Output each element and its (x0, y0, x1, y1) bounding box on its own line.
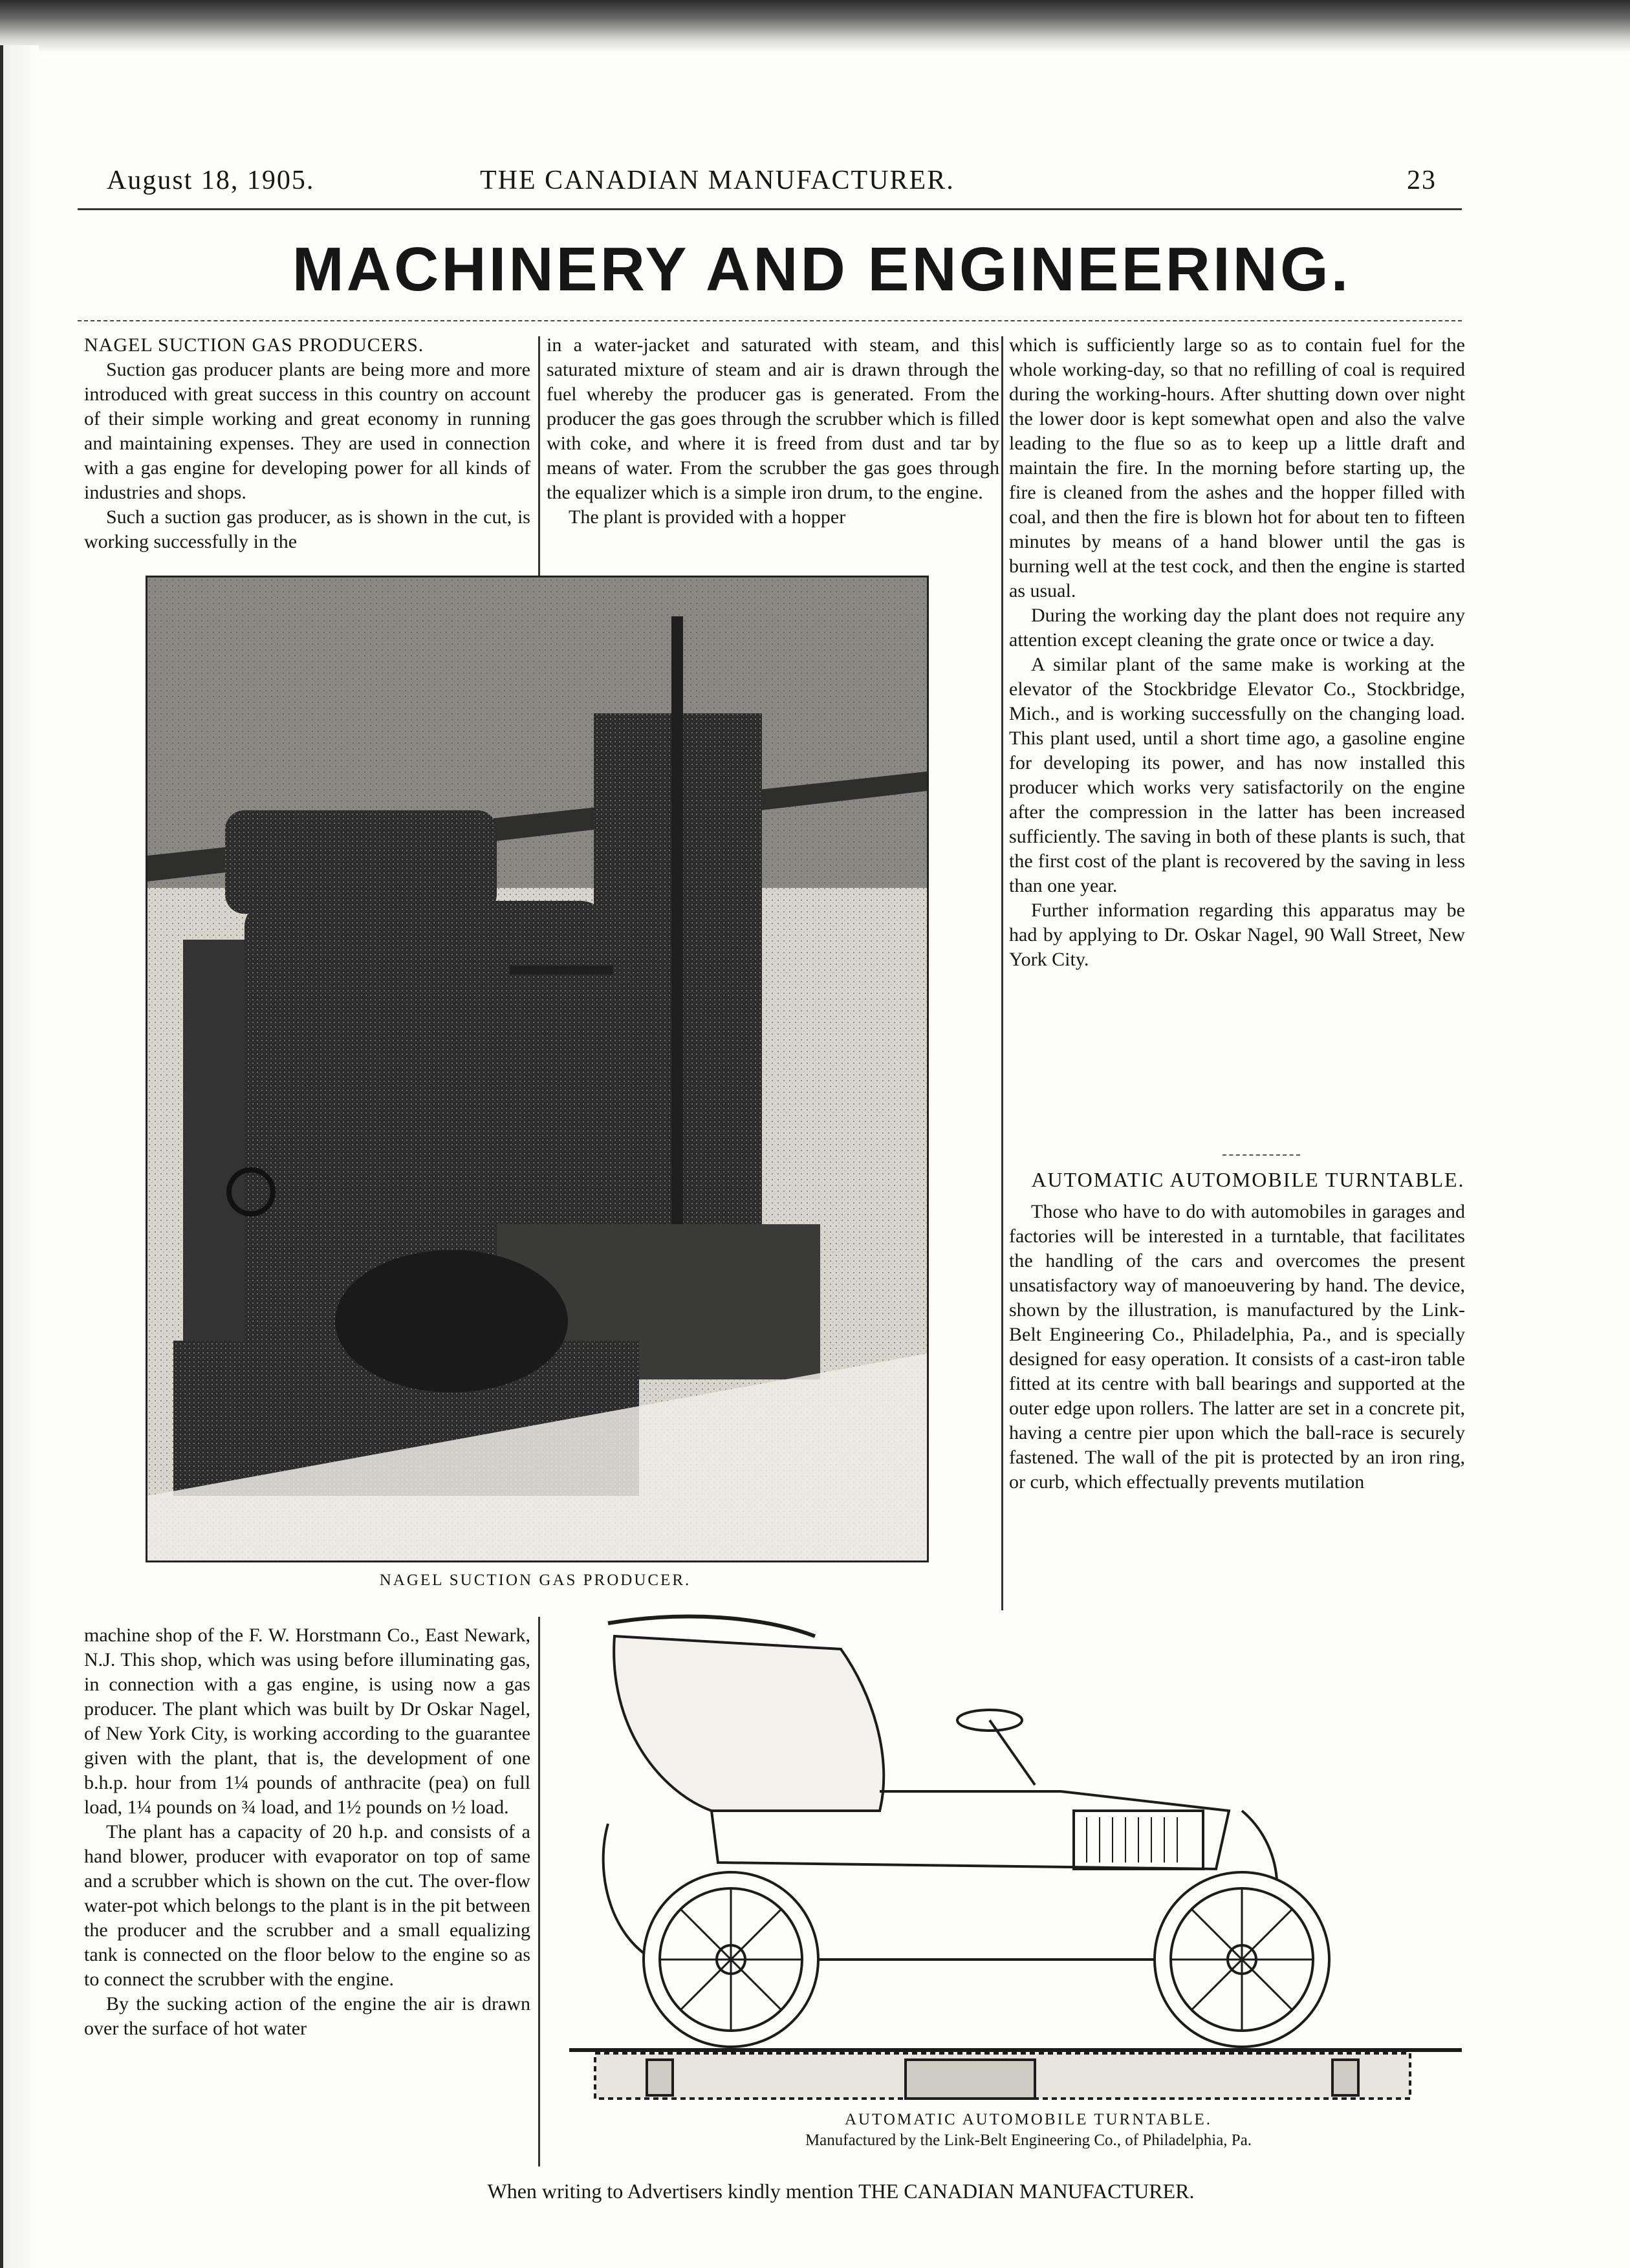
gas-producer-illustration (147, 578, 927, 1561)
publication-title: THE CANADIAN MANUFACTURER. (480, 166, 955, 195)
paragraph: The plant has a capacity of 20 h.p. and consists of a hand blower, producer with evaporator on top of same and a scrubber which is shown on the cut. The over-flow water-pot which belongs to the plant is in the pit between the producer and the scrubber and a small equalizing tank is connected on the floor below to the engine so as to connect the scrubber with the engine. (84, 1821, 530, 1990)
figure-caption-gas-producer: NAGEL SUCTION GAS PRODUCER. (379, 1571, 691, 1589)
paragraph: which is sufficiently large so as to contain fuel for the whole working-day, so that no refilling of coal is required during the working-hours. After shutting down over night the lower door is kept somewhat open and also the valve leading to the flue so as to keep up a little draft and maintain the fire. In the morning before starting up, the fire is cleaned from the ashes and the hopper filled with coal, and then the fire is blown hot for about ten to fifteen minutes by means of a hand blower until the gas is burning well at the test cock, and then the engine is started as usual. (1009, 334, 1465, 601)
figure-caption-turntable (582, 2110, 1475, 2151)
article1-col1-top (84, 333, 530, 554)
article1-col2-top (547, 333, 999, 530)
turntable-illustration (569, 1597, 1462, 2102)
paragraph: Those who have to do with automobiles in garages and factories will be interested in a turntable, that facilitates the handling of the cars and overcomes the present unsatisfactory way of manoeuvering by hand. The device, shown by the illustration, is manufactured by the Link-Belt Engineering Co., Philadelphia, Pa., and is specially designed for easy operation. It consists of a cast-iron table fitted at its centre with ball bearings and supported at the outer edge upon rollers. The latter are set in a concrete pit, having a centre pier upon which the ball-race is securely fastened. The wall of the pit is protected by an iron ring, or curb, which effectually prevents mutilation (1009, 1201, 1465, 1493)
article2-title: AUTOMATIC AUTOMOBILE TURNTABLE. (1031, 1168, 1465, 1191)
paragraph: machine shop of the F. W. Horstmann Co., East Newark, N.J. This shop, which was using before illuminating gas, in connection with a gas engine, is using now a gas producer. The plant which was built by Dr Oskar Nagel, of New York City, is working according to the guarantee given with the plant, that is, the development of one b.h.p. hour from 1¼ pounds of anthracite (pea) on full load, 1¼ pounds on ¾ load, and 1½ pounds on ½ load. (84, 1625, 530, 1818)
column-divider (1001, 336, 1003, 1610)
article2-col (1009, 1167, 1465, 1495)
paragraph: Suction gas producer plants are being more and more introduced with great success in this country on account of their simple working and great economy in running and maintaining expenses. They are used in connection with a gas engine for developing power for all kinds of industries and shops. (84, 359, 530, 503)
figure-caption-turntable-credit: Manufactured by the Link-Belt Engineering Co., of Philadelphia, Pa. (805, 2132, 1252, 2149)
article1-title: NAGEL SUCTION GAS PRODUCERS. (84, 334, 424, 356)
paragraph: During the working day the plant does not require any attention except cleaning the grate once or twice a day. (1009, 605, 1465, 651)
page-number: 23 (1407, 166, 1437, 195)
paragraph: Further information regarding this apparatus may be had by applying to Dr. Oskar Nagel, 90 Wall Street, New York City. (1009, 900, 1465, 970)
figure-caption-turntable-title: AUTOMATIC AUTOMOBILE TURNTABLE. (844, 2111, 1213, 2128)
page-footer: When writing to Advertisers kindly mention THE CANADIAN MANUFACTURER. (487, 2179, 1195, 2203)
article1-col1-bottom (84, 1623, 530, 2041)
scan-edge-top (0, 0, 1630, 53)
header-rule (78, 208, 1462, 210)
scan-edge-left (0, 45, 39, 2268)
column-divider (538, 1617, 540, 2166)
column-divider (538, 336, 540, 576)
issue-date: August 18, 1905. (107, 166, 315, 195)
headline-rule (78, 320, 1462, 321)
gas-producer-photo (146, 576, 929, 1562)
article-separator (1222, 1154, 1300, 1156)
section-title: MACHINERY AND ENGINEERING. (292, 235, 1351, 304)
article1-col3 (1009, 333, 1465, 972)
paragraph: A similar plant of the same make is working at the elevator of the Stockbridge Elevator Co., Stockbridge, Mich., and is working successfully on the changing load. This plant used, until a short time ago, a gasoline engine for developing its power, and has now installed this producer which works very satisfactorily on the engine after the compression in the latter has been increased sufficiently. The saving in both of these plants is such, that the first cost of the plant is recovered by the saving in less than one year. (1009, 654, 1465, 896)
paragraph: Such a suction gas producer, as is shown in the cut, is working successfully in the (84, 506, 530, 552)
paragraph: in a water-jacket and saturated with steam, and this saturated mixture of steam and air is drawn through the fuel whereby the producer gas is generated. From the producer the gas goes through the scrubber which is filled with coke, and where it is freed from dust and tar by means of water. From the scrubber the gas goes through the equalizer which is a simple iron drum, to the engine. (547, 334, 999, 503)
paragraph: The plant is provided with a hopper (569, 506, 846, 528)
paragraph: By the sucking action of the engine the air is drawn over the surface of hot water (84, 1993, 530, 2039)
